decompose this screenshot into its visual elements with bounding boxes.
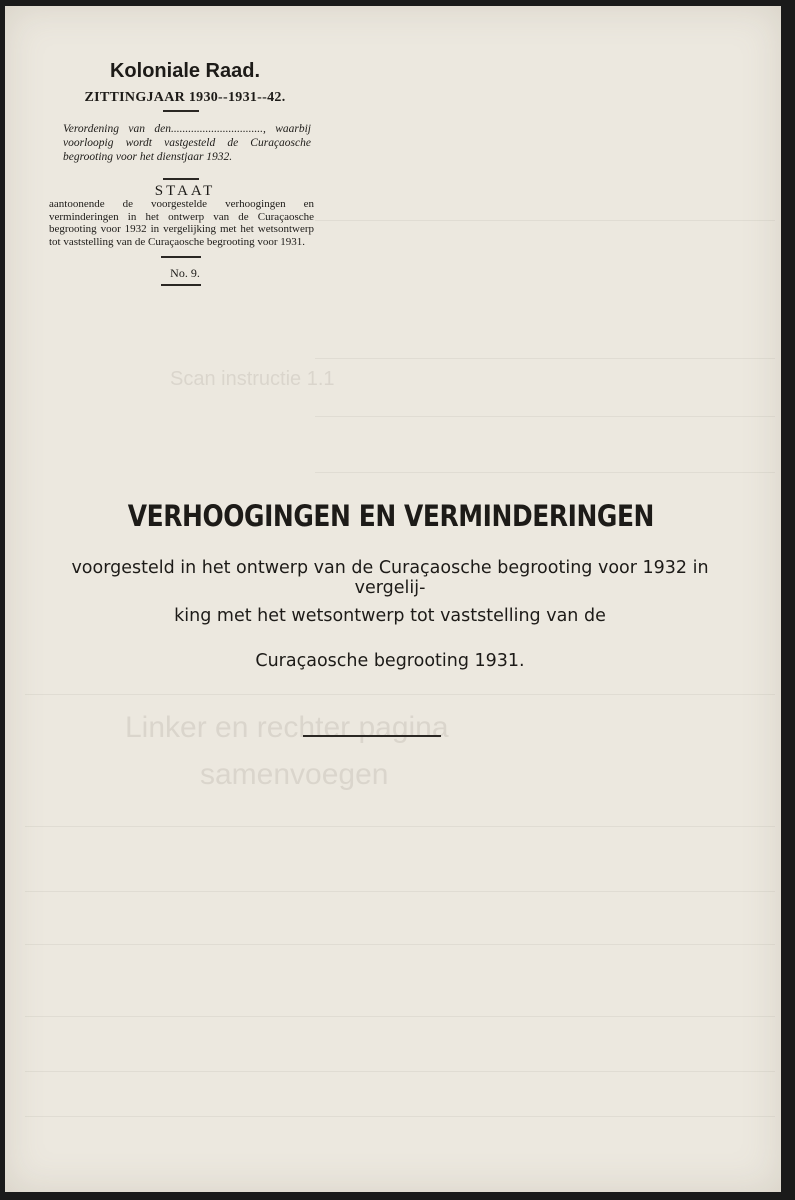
document-page bbox=[5, 6, 781, 1192]
council-heading: Koloniale Raad. bbox=[109, 60, 261, 82]
subtitle-line-3: Curaçaosche begrooting 1931. bbox=[255, 651, 525, 671]
divider bbox=[161, 284, 201, 286]
staat-description: aantoonende de voorgestelde verhoogingen en verminderingen in het ontwerp van de Curaçaosche begrooting voor 1932 in vergelijking met het wetsontwerp tot vaststelling van de Curaçaosche begrooting voor 1931. bbox=[49, 198, 314, 248]
divider bbox=[161, 256, 201, 258]
bleed-through-line bbox=[25, 891, 775, 892]
bleed-through-line bbox=[25, 944, 775, 945]
bleed-through-line bbox=[25, 1116, 775, 1117]
ordinance-text: Verordening van den................................, waarbij voorloopig wordt vastgesteld de Curaçaosche begrooting voor het dienstjaar 1932. bbox=[63, 123, 311, 163]
staat-title: STAAT bbox=[154, 183, 216, 199]
bleed-through-line bbox=[25, 826, 775, 827]
divider bbox=[163, 110, 199, 112]
bleed-through-scan-text: Linker en rechter pagina bbox=[125, 711, 449, 744]
bleed-through-line bbox=[315, 416, 775, 417]
document-number: No. 9. bbox=[170, 266, 200, 280]
closing-rule bbox=[303, 735, 441, 737]
bleed-through-line bbox=[315, 472, 775, 473]
divider bbox=[163, 178, 199, 180]
bleed-through-scan-text: samenvoegen bbox=[200, 758, 389, 791]
main-title: VERHOOGINGEN EN VERMINDERINGEN bbox=[127, 499, 654, 533]
bleed-through-line bbox=[25, 1016, 775, 1017]
bleed-through-line bbox=[315, 358, 775, 359]
subtitle-line-2: king met het wetsontwerp tot vaststelling van de bbox=[174, 606, 606, 626]
bleed-through-line bbox=[25, 694, 775, 695]
bleed-through-line bbox=[315, 220, 775, 221]
session-year: ZITTINGJAAR 1930--1931--42. bbox=[84, 90, 286, 105]
bleed-through-line bbox=[25, 1071, 775, 1072]
subtitle-line-1: voorgesteld in het ontwerp van de Curaçaosche begrooting voor 1932 in vergelij- bbox=[71, 558, 709, 598]
bleed-through-scan-text: Scan instructie 1.1 bbox=[170, 368, 335, 390]
